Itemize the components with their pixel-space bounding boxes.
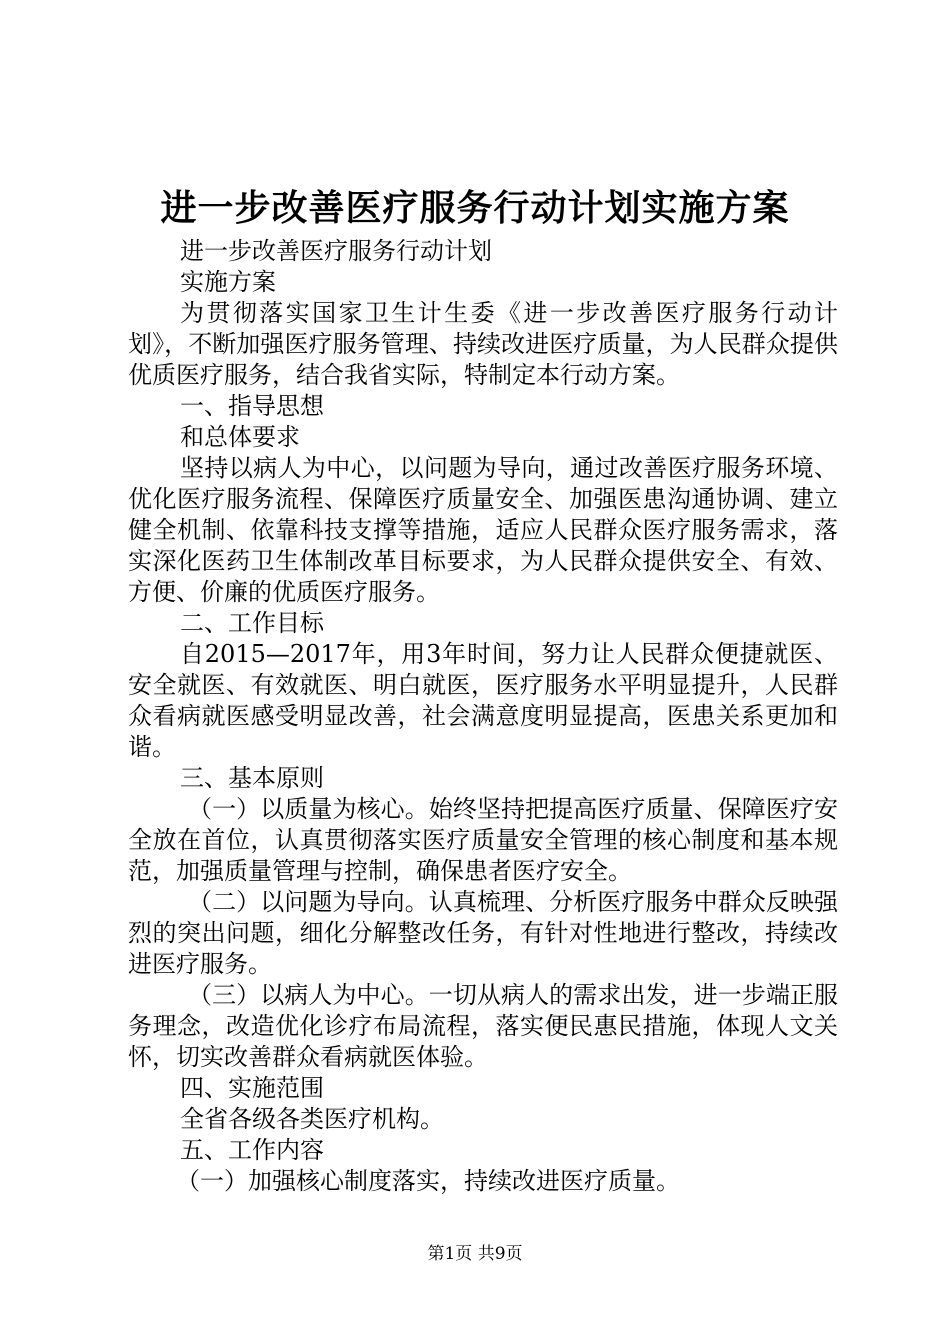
- paragraph: （三）以病人为中心。一切从病人的需求出发，进一步端正服务理念，改造优化诊疗布局流程，落实便民惠民措施，体现人文关怀，切实改善群众看病就医体验。: [128, 981, 838, 1071]
- paragraph: 自2015—2017年，用3年时间，努力让人民群众便捷就医、安全就医、有效就医、明白就医，医疗服务水平明显提升，人民群众看病就医感受明显改善，社会满意度明显提高，医患关系更加和谐。: [128, 640, 838, 761]
- paragraph: （二）以问题为导向。认真梳理、分析医疗服务中群众反映强烈的突出问题，细化分解整改任务，有针对性地进行整改，持续改进医疗服务。: [128, 888, 838, 978]
- paragraph: （一）加强核心制度落实，持续改进医疗质量。: [176, 1167, 680, 1195]
- section-heading: 二、工作目标: [180, 609, 324, 637]
- section-heading: 一、指导思想: [180, 392, 324, 420]
- document-body: [128, 236, 838, 1197]
- paragraph: （一）以质量为核心。始终坚持把提高医疗质量、保障医疗安全放在首位，认真贯彻落实医疗质量安全管理的核心制度和基本规范，加强质量管理与控制，确保患者医疗安全。: [128, 795, 838, 885]
- paragraph: 全省各级各类医疗机构。: [180, 1105, 444, 1133]
- section-heading: 四、实施范围: [180, 1074, 324, 1102]
- paragraph: 实施方案: [180, 268, 276, 296]
- document-title: 进一步改善医疗服务行动计划实施方案: [160, 187, 790, 229]
- page-footer: 第1页 共9页: [427, 1244, 523, 1264]
- section-heading: 五、工作内容: [180, 1136, 324, 1164]
- paragraph: 进一步改善医疗服务行动计划: [180, 237, 492, 265]
- paragraph: 坚持以病人为中心，以问题为导向，通过改善医疗服务环境、优化医疗服务流程、保障医疗质量安全、加强医患沟通协调、建立健全机制、依靠科技支撑等措施，适应人民群众医疗服务需求，落实深化医药卫生体制改革目标要求，为人民群众提供安全、有效、方便、价廉的优质医疗服务。: [128, 454, 838, 606]
- paragraph: 为贯彻落实国家卫生计生委《进一步改善医疗服务行动计划》，不断加强医疗服务管理、持续改进医疗质量，为人民群众提供优质医疗服务，结合我省实际，特制定本行动方案。: [128, 299, 838, 389]
- section-heading: 和总体要求: [180, 423, 300, 451]
- section-heading: 三、基本原则: [180, 764, 324, 792]
